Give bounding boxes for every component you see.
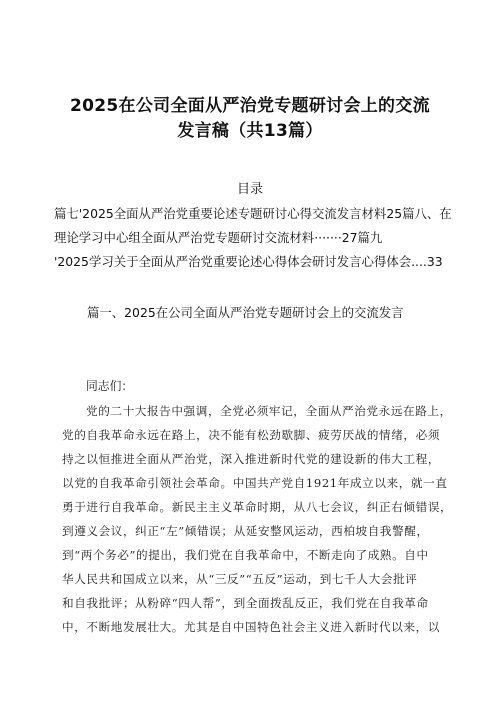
body-paragraph-line: 党的二十大报告中强调，全党必须牢记，全面从严治党永远在路上， <box>86 404 452 418</box>
body-paragraph-line: 到遵义会议，纠正“左”倾错误；从延安整风运动，西柏坡自我警醒， <box>62 524 429 538</box>
toc-heading: 目录 <box>236 182 263 197</box>
body-paragraph-line: 和自我批评；从粉碎“四人帮”，到全面拨乱反正，我们党在自我革命 <box>62 596 429 610</box>
body-paragraph-line: 中，不断地发展壮大。尤其是自中国特色社会主义进入新时代以来，以 <box>62 620 441 634</box>
body-paragraph-line: 持之以恒推进全面从严治党，深入推进新时代党的建设新的伟大工程， <box>62 452 441 466</box>
body-paragraph-line: 到“两个务必”的提出，我们党在自我革命中，不断走向了成熟。自中 <box>62 548 429 562</box>
body-paragraph-line: 党的自我革命永远在路上，决不能有松劲歇脚、疲劳厌战的情绪，必须 <box>62 428 441 442</box>
salutation: 同志们： <box>86 379 134 393</box>
toc-entry: 篇七'2025全面从严治党重要论述专题研讨心得交流发言材料25篇八、在 <box>54 206 452 221</box>
body-paragraph-line: 华人民共和国成立以来，从“三反”“五反”运动，到七千人大会批评 <box>62 572 418 586</box>
document-title-line-1: 2025在公司全面从严治党专题研讨会上的交流 <box>70 96 430 116</box>
toc-entry: '2025学习关于全面从严治党重要论述心得体会研讨发言心得体会....33 <box>54 254 443 269</box>
document-title-line-2: 发言稿（共13篇） <box>177 121 323 141</box>
body-paragraph-line: 以党的自我革命引领社会革命。中国共产党自1921年成立以来，就一直 <box>62 476 448 490</box>
body-paragraph-line: 勇于进行自我革命。新民主主义革命时期，从八七会议，纠正右倾错误， <box>62 500 453 514</box>
toc-entry: 理论学习中心组全面从严治党专题研讨交流材料·······27篇九 <box>54 230 383 245</box>
section-heading: 篇一、2025在公司全面从严治党专题研讨会上的交流发言 <box>87 305 404 320</box>
